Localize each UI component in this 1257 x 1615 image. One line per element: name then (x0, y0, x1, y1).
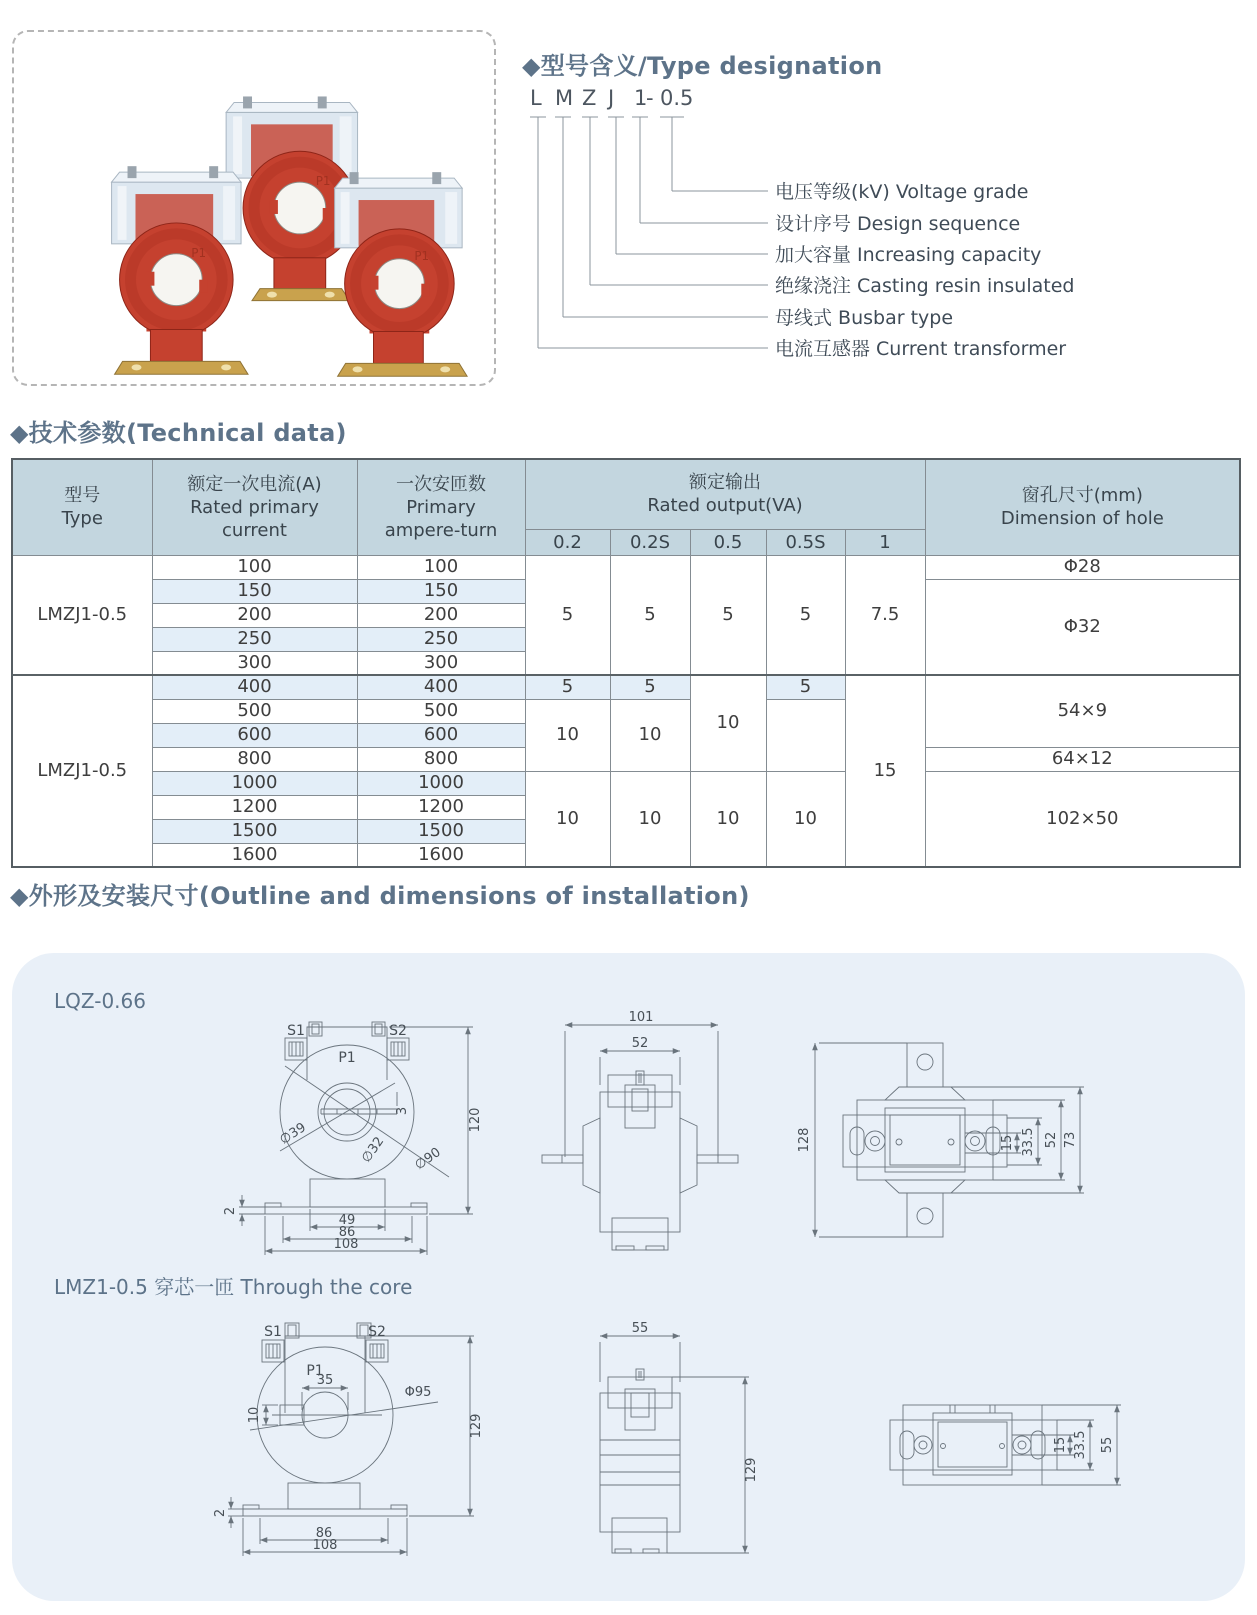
drawing-lqz-side (520, 985, 740, 1263)
dim-label: 15 (1000, 1134, 1015, 1152)
photo-p1-label: P1 (414, 248, 430, 263)
cell-output-05s-empty (766, 699, 845, 771)
technical-heading: ◆技术参数(Technical data) (10, 419, 347, 447)
table-row (12, 555, 1240, 579)
cell-output-02: 5 (525, 675, 610, 699)
dim-label: 55 (1100, 1436, 1115, 1454)
terminal-label-s2: S2 (389, 1023, 407, 1039)
header-turns: 一次安匝数 Primary ampere-turn (357, 459, 525, 555)
product-photo-box (12, 30, 496, 386)
dim-label: 2 (223, 1206, 238, 1216)
cell-current: 500 (152, 699, 357, 723)
cell-current: 200 (152, 603, 357, 627)
cell-output-1: 7.5 (845, 555, 925, 675)
cell-output-05s: 10 (766, 771, 845, 867)
drawing-lmz-side (545, 1322, 760, 1614)
dim-label: ∅39 (277, 1120, 309, 1148)
header-class-02: 0.2 (525, 529, 610, 555)
cell-output-02s: 10 (610, 771, 690, 867)
cell-hole: Φ28 (925, 555, 1240, 579)
designation-item-transformer: 电流互感器 Current transformer (775, 338, 1067, 360)
designation-item-busbar: 母线式 Busbar type (775, 307, 954, 329)
drawing-lqz-top (795, 1005, 1095, 1255)
code-char-dash: - (646, 86, 654, 110)
code-char-j: J (608, 86, 615, 110)
cell-turns: 300 (357, 651, 525, 675)
cell-current: 1500 (152, 819, 357, 843)
cell-current: 400 (152, 675, 357, 699)
cell-current: 800 (152, 747, 357, 771)
cell-turns: 200 (357, 603, 525, 627)
header-class-05s: 0.5S (766, 529, 845, 555)
cell-output-02: 5 (525, 555, 610, 675)
dim-label: 2 (213, 1508, 228, 1518)
code-char-l: L (530, 86, 542, 110)
cell-hole: 102×50 (925, 771, 1240, 867)
cell-turns: 250 (357, 627, 525, 651)
transformer-right (335, 172, 467, 376)
cell-current: 1000 (152, 771, 357, 795)
terminal-label-s1: S1 (287, 1023, 305, 1039)
header-class-05: 0.5 (690, 529, 766, 555)
dim-label: 33.5 (1021, 1127, 1036, 1157)
terminal-label-p1: P1 (306, 1363, 324, 1379)
cell-output-02: 10 (525, 699, 610, 771)
cell-turns: 600 (357, 723, 525, 747)
code-char-05: 0.5 (660, 86, 694, 110)
cell-output-02s: 10 (610, 699, 690, 771)
cell-output-05: 10 (690, 675, 766, 771)
dim-label: 73 (1063, 1131, 1078, 1149)
outline-heading: ◆外形及安装尺寸(Outline and dimensions of installation) (10, 882, 750, 910)
dim-label: 15 (1053, 1436, 1068, 1454)
dim-label: 52 (1044, 1131, 1059, 1149)
terminal-label-s2: S2 (368, 1324, 386, 1340)
cell-turns: 1500 (357, 819, 525, 843)
dim-label: 108 (312, 1538, 338, 1553)
header-class-1: 1 (845, 529, 925, 555)
table-row (12, 675, 1240, 699)
cell-turns: 800 (357, 747, 525, 771)
dim-label: 129 (469, 1413, 484, 1439)
transformer-left (112, 166, 248, 374)
designation-item-capacity: 加大容量 Increasing capacity (775, 244, 1042, 266)
cell-current: 250 (152, 627, 357, 651)
cell-output-02s: 5 (610, 555, 690, 675)
cell-output-05s: 5 (766, 675, 845, 699)
photo-p1-label: P1 (315, 174, 331, 189)
cell-output-02s: 5 (610, 675, 690, 699)
header-type: 型号 Type (12, 459, 152, 555)
dim-label: 128 (797, 1127, 812, 1153)
cell-hole: 64×12 (925, 747, 1240, 771)
dim-label: 3 (395, 1106, 410, 1116)
code-char-1: 1 (634, 86, 648, 110)
dim-label: 55 (631, 1321, 649, 1336)
dim-label: 108 (333, 1237, 359, 1252)
dim-label: 33.5 (1073, 1430, 1088, 1460)
dim-label: 129 (744, 1457, 759, 1483)
dim-label: 86 (315, 1526, 333, 1541)
dim-label: Φ95 (404, 1385, 432, 1400)
cell-output-1: 15 (845, 675, 925, 867)
dim-label: 49 (338, 1213, 356, 1228)
cell-current: 600 (152, 723, 357, 747)
group1-label: LQZ-0.66 (54, 989, 146, 1013)
cell-type: LMZJ1-0.5 (12, 675, 152, 867)
drawing-lmz-top (855, 1392, 1145, 1517)
cell-output-05: 10 (690, 771, 766, 867)
cell-output-02: 10 (525, 771, 610, 867)
photo-p1-label: P1 (191, 245, 207, 260)
dim-label: 35 (316, 1373, 334, 1388)
product-photo (14, 32, 494, 384)
cell-current: 1200 (152, 795, 357, 819)
type-designation-heading: ◆型号含义/Type designation (522, 52, 883, 80)
cell-current: 1600 (152, 843, 357, 867)
code-char-z: Z (582, 86, 597, 110)
cell-hole: 54×9 (925, 675, 1240, 747)
dim-label: ∅32 (358, 1134, 388, 1166)
cell-hole: Φ32 (925, 579, 1240, 675)
header-current: 额定一次电流(A) Rated primary current (152, 459, 357, 555)
dim-label: 10 (247, 1406, 262, 1424)
terminal-label-s1: S1 (264, 1324, 282, 1340)
cell-output-05s: 5 (766, 555, 845, 675)
dim-label: ∅90 (412, 1144, 444, 1174)
cell-current: 300 (152, 651, 357, 675)
technical-table (11, 458, 1241, 868)
dim-label: 120 (468, 1107, 483, 1133)
cell-current: 150 (152, 579, 357, 603)
cell-turns: 1200 (357, 795, 525, 819)
dim-label: 52 (631, 1036, 649, 1051)
cell-turns: 1000 (357, 771, 525, 795)
header-hole: 窗孔尺寸(mm) Dimension of hole (925, 459, 1240, 555)
drawing-lmz-front (213, 1318, 507, 1613)
header-class-02s: 0.2S (610, 529, 690, 555)
code-char-m: M (555, 86, 574, 110)
dim-label: 101 (628, 1010, 654, 1025)
cell-turns: 400 (357, 675, 525, 699)
cell-type: LMZJ1-0.5 (12, 555, 152, 675)
designation-item-voltage: 电压等级(kV) Voltage grade (775, 181, 1029, 203)
header-rated-output: 额定输出 Rated output(VA) (525, 459, 925, 529)
drawing-lqz-front (225, 980, 510, 1265)
cell-turns: 1600 (357, 843, 525, 867)
cell-turns: 100 (357, 555, 525, 579)
table-row (12, 771, 1240, 795)
group2-label: LMZ1-0.5 穿芯一匝 Through the core (54, 1275, 413, 1299)
dim-label: 86 (338, 1225, 356, 1240)
cell-turns: 500 (357, 699, 525, 723)
designation-item-resin: 绝缘浇注 Casting resin insulated (775, 275, 1075, 297)
terminal-label-p1: P1 (338, 1050, 356, 1066)
cell-output-05: 5 (690, 555, 766, 675)
cell-current: 100 (152, 555, 357, 579)
designation-item-sequence: 设计序号 Design sequence (775, 213, 1021, 235)
cell-turns: 150 (357, 579, 525, 603)
